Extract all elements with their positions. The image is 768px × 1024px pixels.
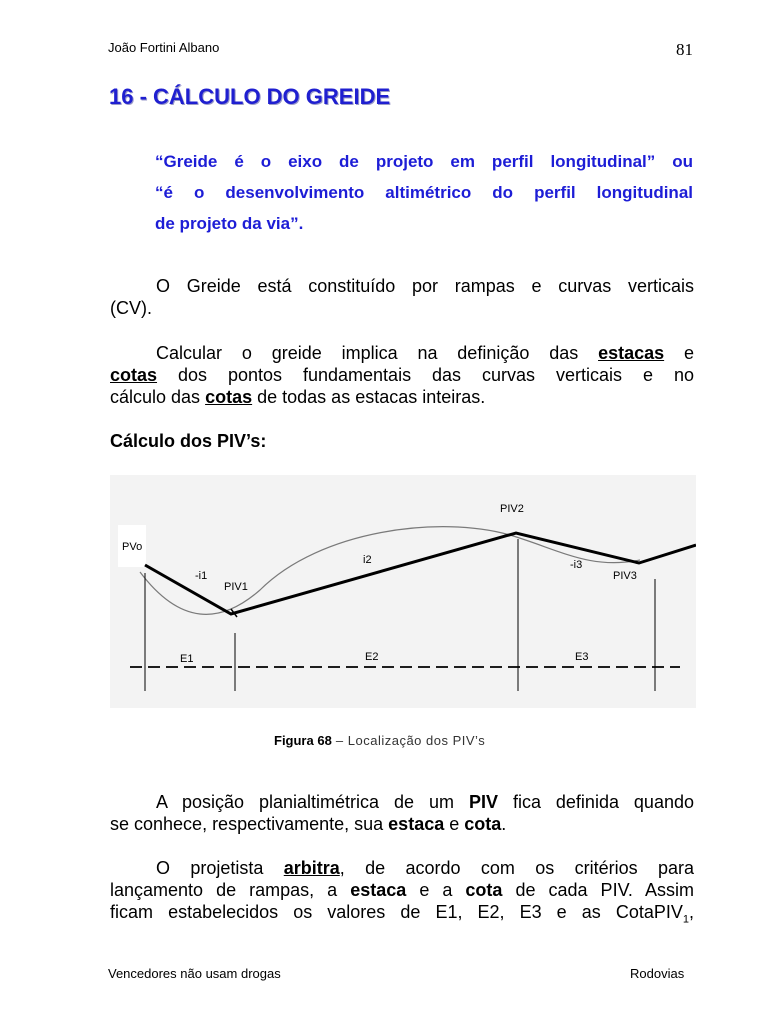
p2-text: e bbox=[683, 343, 694, 363]
p4-text: de cada PIV. Assim bbox=[515, 880, 694, 900]
p3-text: . bbox=[501, 814, 507, 834]
footer-right: Rodovias bbox=[630, 966, 685, 981]
subheading: Cálculo dos PIV’s: bbox=[110, 431, 267, 451]
p4-text: e a bbox=[419, 880, 453, 900]
keyword-estacas: estacas bbox=[598, 343, 665, 363]
label-piv3: PIV3 bbox=[613, 570, 637, 582]
paragraph-4 bbox=[110, 857, 694, 931]
footer-left: Vencedores não usam drogas bbox=[108, 966, 281, 981]
p3-text: fica definida quando bbox=[512, 792, 694, 812]
p4-text: O projetista bbox=[156, 858, 264, 878]
p3-text: se conhece, respectivamente, sua bbox=[110, 814, 384, 834]
p2-line-3 bbox=[110, 386, 694, 408]
section-title: 16 - CÁLCULO DO GREIDE bbox=[109, 84, 391, 109]
page-number: 81 bbox=[676, 40, 693, 59]
label-i2: i2 bbox=[363, 554, 372, 566]
keyword-cotas: cotas bbox=[110, 365, 158, 385]
paragraph-2 bbox=[110, 342, 694, 408]
keyword-piv: PIV bbox=[468, 792, 498, 812]
p3-text: A posição planialtimétrica de um bbox=[156, 792, 454, 812]
p4-line-2 bbox=[110, 879, 694, 901]
vertical-curve bbox=[140, 527, 640, 615]
p4-text: lançamento de rampas, a bbox=[110, 880, 338, 900]
caption-label: Figura 68 bbox=[274, 733, 332, 748]
p4-line-3 bbox=[110, 901, 694, 931]
p4-text: , de acordo com os critérios para bbox=[339, 858, 694, 878]
p4-text: ficam estabelecidos os valores de E1, E2, E3 e as CotaPIV bbox=[110, 902, 683, 922]
label-e3: E3 bbox=[575, 651, 589, 663]
p2-text: de todas as estacas inteiras. bbox=[257, 387, 486, 407]
paragraph-3 bbox=[110, 791, 694, 835]
keyword-arbitra: arbitra bbox=[283, 858, 340, 878]
caption-text: – Localização dos PIV’s bbox=[331, 733, 486, 748]
p3-text: e bbox=[449, 814, 460, 834]
keyword-cota: cota bbox=[465, 880, 503, 900]
label-i1: -i1 bbox=[195, 570, 208, 582]
p2-line-1 bbox=[110, 342, 694, 364]
label-e2: E2 bbox=[365, 651, 379, 663]
quote-line-1: “Greide é o eixo de projeto em perfil longitudinal” ou bbox=[155, 152, 693, 171]
paragraph-1 bbox=[110, 275, 694, 319]
p4-text: , bbox=[688, 902, 694, 922]
label-piv1: PIV1 bbox=[224, 581, 248, 593]
p2-text: cálculo das bbox=[110, 387, 201, 407]
piv-figure bbox=[110, 475, 696, 708]
p3-line-2 bbox=[110, 813, 694, 835]
header-author: João Fortini Albano bbox=[108, 40, 220, 55]
p3-line-1 bbox=[110, 791, 694, 813]
p2-text: dos pontos fundamentais das curvas verticais e no bbox=[178, 365, 694, 385]
keyword-cotas: cotas bbox=[205, 387, 253, 407]
keyword-estaca: estaca bbox=[350, 880, 407, 900]
figure-caption bbox=[274, 733, 485, 748]
keyword-estaca: estaca bbox=[388, 814, 445, 834]
p4-line-1 bbox=[110, 857, 694, 879]
definition-quote bbox=[155, 146, 693, 239]
label-i3: -i3 bbox=[570, 559, 583, 571]
label-pvo: PVo bbox=[122, 541, 143, 553]
quote-line-2: “é o desenvolvimento altimétrico do perfil longitudinal bbox=[155, 183, 693, 202]
p1-line-1: O Greide está constituído por rampas e curvas verticais bbox=[156, 276, 694, 296]
keyword-cota: cota bbox=[464, 814, 502, 834]
subscript: 1 bbox=[682, 913, 689, 926]
p1-line-2: (CV). bbox=[110, 298, 152, 318]
quote-line-3: de projeto da via”. bbox=[155, 214, 304, 233]
p2-line-2 bbox=[110, 364, 694, 386]
label-e1: E1 bbox=[180, 653, 194, 665]
p2-text: Calcular o greide implica na definição das bbox=[156, 343, 579, 363]
label-piv2: PIV2 bbox=[500, 503, 524, 515]
greide-diagram bbox=[110, 475, 696, 708]
